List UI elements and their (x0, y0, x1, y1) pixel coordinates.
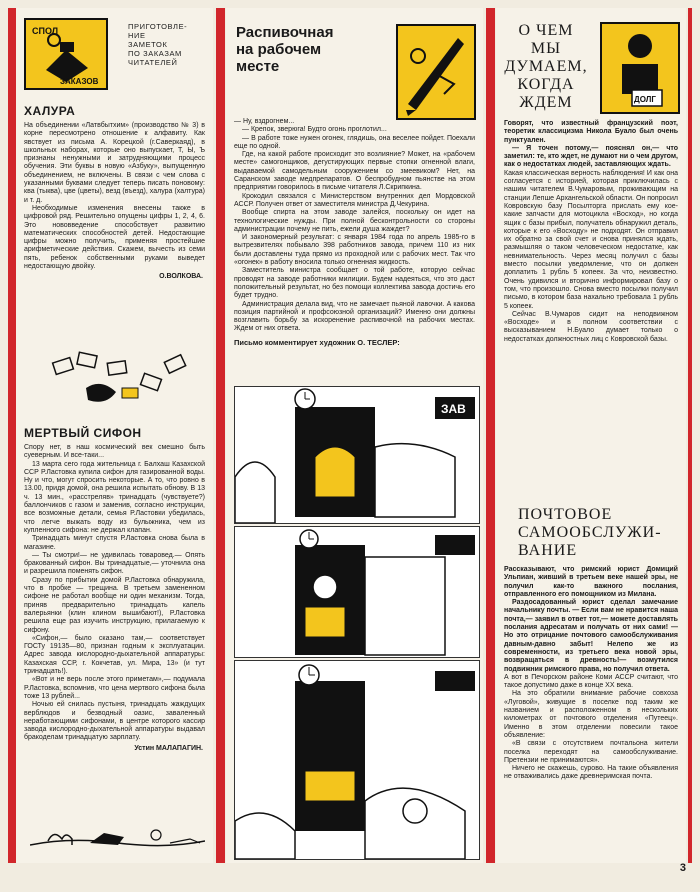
article-signature: О.ВОЛКОВА. (159, 273, 203, 281)
title-line: месте (236, 58, 280, 75)
title-line: ПОЧТОВОЕ (518, 506, 613, 523)
logo-text-bottom: ЗАКАЗОВ (60, 77, 99, 86)
column-right (496, 8, 686, 863)
article-title: МЕРТВЫЙ СИФОН (24, 426, 142, 440)
article-quote: Раздосадованный юрист сделал замечание начальнику почты. — Если вам не нравится наша почта,— заявил в ответ тот,— можете доставлять послания адресатам и получать от них сами! — Но это отрицание почтового самообслуживания давным-давно забыт! Нелепо же из современности, из третьего века новой эры, возвращаться в древность!— возмутился подвижник римского права, но получил ответа. (504, 599, 678, 673)
logo-text-top: СПОЛ (32, 26, 59, 36)
article-paragraph: — Ты смотри!— не удивилась товаровед.— Опять бракованный сифон. Вы тринадцатые,— уточнила она и разрешила поменять сифон. (24, 551, 205, 576)
camel-desert-icon (30, 813, 205, 851)
article-paragraph: — В работе тоже нужен огонек, глядишь, она веселее пойдет. Поехали еще по одной. (234, 134, 475, 150)
title-line: ДУМАЕМ, (504, 58, 588, 75)
postman-icon (602, 24, 678, 112)
page-number: 3 (679, 862, 686, 874)
article-paragraph: И закономерный результат: с января 1984 года по апрель 1985-го в вытрезвителях побывало 398 работников завода, причем 110 из них были доставлены туда прямо из проходной или с рабочих мест. Так что «огонек» в работу вносила только огненная жидкость. (234, 234, 475, 267)
article-body (226, 118, 483, 347)
title-line: ЖДЕМ (519, 94, 573, 111)
article-paragraph: Ночью ей снилась пустыня, тринадцать жаждущих верблюдов и безводный оазис, заваленный неработающими сифонами, в центре которого кассир завода кислородно-дыхательной аппаратуры выдавал бракоделам тринадцатую зарплату. (24, 701, 205, 742)
article-title: ХАЛУРА (24, 104, 76, 118)
article-signature: Устин МАЛАПАГИН. (134, 744, 203, 752)
red-rule-mid2 (486, 8, 495, 863)
article-paragraph: А вот в Печорском районе Коми АССР считают, что такое допустимо даже в конце XX века. (504, 673, 678, 690)
logo-text: ДОЛГ (634, 95, 656, 104)
scattered-letters-icon (46, 348, 196, 410)
article-intro: Рассказывают, что римский юрист Домиций Ульпиан, живший в третьем веке нашей эры, не получил как-то важного послания, отправленного его помощником из Милана. (504, 566, 678, 598)
article-title-block (496, 22, 596, 112)
title-line: САМООБСЛУЖИ- (518, 524, 662, 541)
letters-illustration (46, 348, 196, 410)
subtitle-line: ПРИГОТОВЛЕ- (128, 22, 188, 31)
subtitle-line: НИЕ (128, 31, 146, 40)
article-paragraph: Необходимые изменения внесены также в цифровой ряд. Решительно опущены цифры 1, 2, 4, 6. Это нововведение способствует развитию математических способностей детей. Недостающие цифры можно получить, применяя простейшие арифметические действия. Скажем, вычесть из семи пять, ребенок собственными руками выведет недостающую двойку. (24, 204, 205, 271)
article-paragraph: — Ну, вздрогнем... (234, 118, 295, 125)
article-paragraph: Где, на какой работе происходит это возлияние? Может, на «рабочем месте» самогонщиков, дегустирующих первые стопки огненной влаги, выдаваемой самодельным сооружением со змеевиком? Нет, на Саранском заводе медпрепаратов. О беспробудном пьянстве на этом предприятии говорилось в письме читателя Л.Скрипкина. (234, 151, 475, 192)
worker-cartoon (235, 527, 479, 657)
article-paragraph: «В связи с отсутствием почтальона жители поселка переходят на самообслуживание. Претензии не принимаются». (504, 740, 678, 764)
title-line: КОГДА (517, 76, 575, 93)
article-paragraph: На объединении «Латвбытхим» (производство № 3) в корне пересмотрено отношение к алфавиту. Как явствует из письма А. Корецкой (г.Саверкаяд), в школьных наборах, которые оно выпускает, Т, Ы, Ъ признаны ненужными и затрудняющими процесс обучения. Эти буквы в новую «Азбуку», выпущенную объединением, не включены. В связи с чем слова с указанными буквами следует теперь писать поновому: ква (тыква), цве (цветы), везд (въезд), халура (халтура) и т. д. (24, 122, 205, 204)
title-line: МЫ (530, 40, 562, 57)
logo-spol-zakazov (24, 18, 108, 90)
article-mertvyi-sifon (16, 420, 213, 752)
cartoon-credit: Письмо комментирует художник О. ТЕСЛЕР: (234, 337, 400, 347)
article-paragraph: Сейчас В.Чумаров сидит на неподвижном «Восходе» и в полном соответствии с высказыванием Н.Буало думает только о недостатках должностных лиц с Ковровской базы. (504, 310, 678, 343)
zav-sign-text: ЗАВ (441, 402, 466, 416)
article-paragraph: Какая классическая верность наблюдения! И как она согласуется с историей, которая приключилась с нашим читателем В.Чумаровым, проживающим на станции Лепше Архангельской области. Он попросил Ковровскую базу Посылторга прислать ему кое-какие запчасти для мотоцикла «Восход», но когда ящик с базы прибыл, получатель обнаружил деталь, которые к его «Восходу» не подходят. Он отправил их обратно за свой счет и снова принялся ждать, размышляя о таком человеческом недостатке, как невнимательность. Через месяц получил с базы вместо посылки уведомление, что он должен доплатить 1 рубль 5 копеек. За что, неизвестно. Очень удивился и вторично информировал базу о том, что произошло. Снова вместо посылки получил письмо, в котором база нахально требовала 1 рубль 5 копеек. (504, 169, 678, 310)
article-khalura (16, 98, 213, 280)
article-pochtovoe (496, 498, 686, 782)
article-paragraph: Заместитель министра сообщает о той работе, которую сейчас проводят на заводе работники милиции. Будем надеяться, что это даст положительный результат, но без помощи коллектива завода достичь его будет трудно. (234, 267, 475, 300)
article-paragraph: Вообще спирта на этом заводе залейся, поскольку он идет на технологические нужды. При полной бесконтрольности со стороны администрации почему не пить, ежели душа жаждет? (234, 209, 475, 233)
red-rule-mid1 (216, 8, 225, 863)
article-paragraph: Сразу по прибытии домой Р.Ластовка обнаружила, что в пробке — трещина. В третьем замененном сифоне не работал вообще ни один механизм. Тогда, приняв предварительно тринадцать капель валерьянки (клин клином вышибают!), Р.Ластовка решила еще раз изучить инструкцию, прилагаемую к сифону. (24, 576, 205, 634)
cartoon-panel-2 (234, 526, 480, 658)
cartoon-panel-1 (234, 386, 480, 524)
article-paragraph: Администрация делала вид, что не замечает пьяной лавочки. А какова позиция партийной и профсоюзной организаций? Именно они должны возглавить борьбу за искоренение распивочной на рабочих местах. Ждем от них ответа. (234, 300, 475, 333)
article-paragraph: 13 марта сего года жительница г. Балхаш Казахской ССР Р.Ластовка купила сифон для газированной воды. Ну и что, могут спросить некоторые. А то, что ровно в 13.00, придя домой, она решила испытать обнову. В 13 ч. 13 мин., «расстреляв» тринадцать (чувствуете?) баллончиков с газом и заменив, согласно инструкции, все возможные детали, семья Р.Ластовки убедилась, что легче выжать воду из булыжника, чем из купленного сифона: не держал клапан. (24, 460, 205, 534)
column-middle (226, 8, 483, 863)
desert-illustration (30, 813, 205, 851)
drunk-workers-cartoon (235, 661, 479, 859)
subtitle-line: ПО ЗАКАЗАМ (128, 49, 182, 58)
logo-pochta (396, 24, 476, 120)
red-rule-right (688, 8, 692, 863)
magazine-page (8, 8, 692, 878)
column-subtitle (128, 22, 187, 67)
title-line: О ЧЕМ (518, 22, 574, 39)
subtitle-line: ЧИТАТЕЛЕЙ (128, 58, 178, 67)
article-paragraph: Крокодил связался с Министерством внутренних дел Мордовской АССР. Получен ответ от заместителя министра Д.Чекурина. (234, 192, 475, 208)
logo-dolg (600, 22, 680, 114)
cartoon-panel-3 (234, 660, 480, 860)
article-paragraph: На это обратили внимание рабочие совхоза «Луговой», живущие в поселке под таким же названием и расположенном в нескольких километрах от почтового отделения «Путеец». Именно в этом отделении повесили такое объявление: (504, 690, 678, 739)
factory-gate-cartoon (235, 387, 479, 523)
telephone-books-icon (26, 20, 106, 88)
article-title-block (226, 24, 386, 75)
article-intro: Говорят, что известный французский поэт, теоретик классицизма Никола Буало был очень пунктуален. (504, 120, 678, 144)
title-line: ВАНИЕ (518, 542, 578, 559)
article-paragraph: Тринадцать минут спустя Р.Ластовка снова была в магазине. (24, 535, 205, 551)
article-paragraph: «Вот и не верь после этого приметам»,— подумала Р.Ластовка, вспомнив, что цена мертвого сифона была тоже 13 рублей... (24, 676, 205, 700)
quill-pen-icon (398, 26, 474, 118)
title-line: на рабочем (236, 41, 322, 58)
article-paragraph: — Крепок, зверюга! Будто огонь проглотил... (242, 126, 387, 134)
article-paragraph: Ничего не скажешь, сурово. На такие объявления не отваживались даже древнеримская почта. (504, 765, 678, 781)
article-paragraph: Спору нет, в наш космический век смешно быть суеверным. И все-таки... (24, 444, 205, 460)
column-left (16, 8, 213, 863)
article-quote: — Я точен потому,— пояснял он,— что заметил: те, кто ждет, не думают ни о чем другом, как о недостатках людей, заставляющих ждать. (504, 144, 678, 169)
title-line: Распивочная (236, 24, 334, 41)
article-paragraph: «Сифон,— было сказано там,— соответствует ГОСТу 19135—80, признан годным к эксплуатации. Адрес завода кислородно-дыхательной аппаратуры: Казахская ССР, г. Кокчетав, ул. Мира, 13» (и тут тринадцать!). (24, 634, 205, 676)
subtitle-line: ЗАМЕТОК (128, 40, 168, 49)
article-o-chem (496, 120, 686, 344)
